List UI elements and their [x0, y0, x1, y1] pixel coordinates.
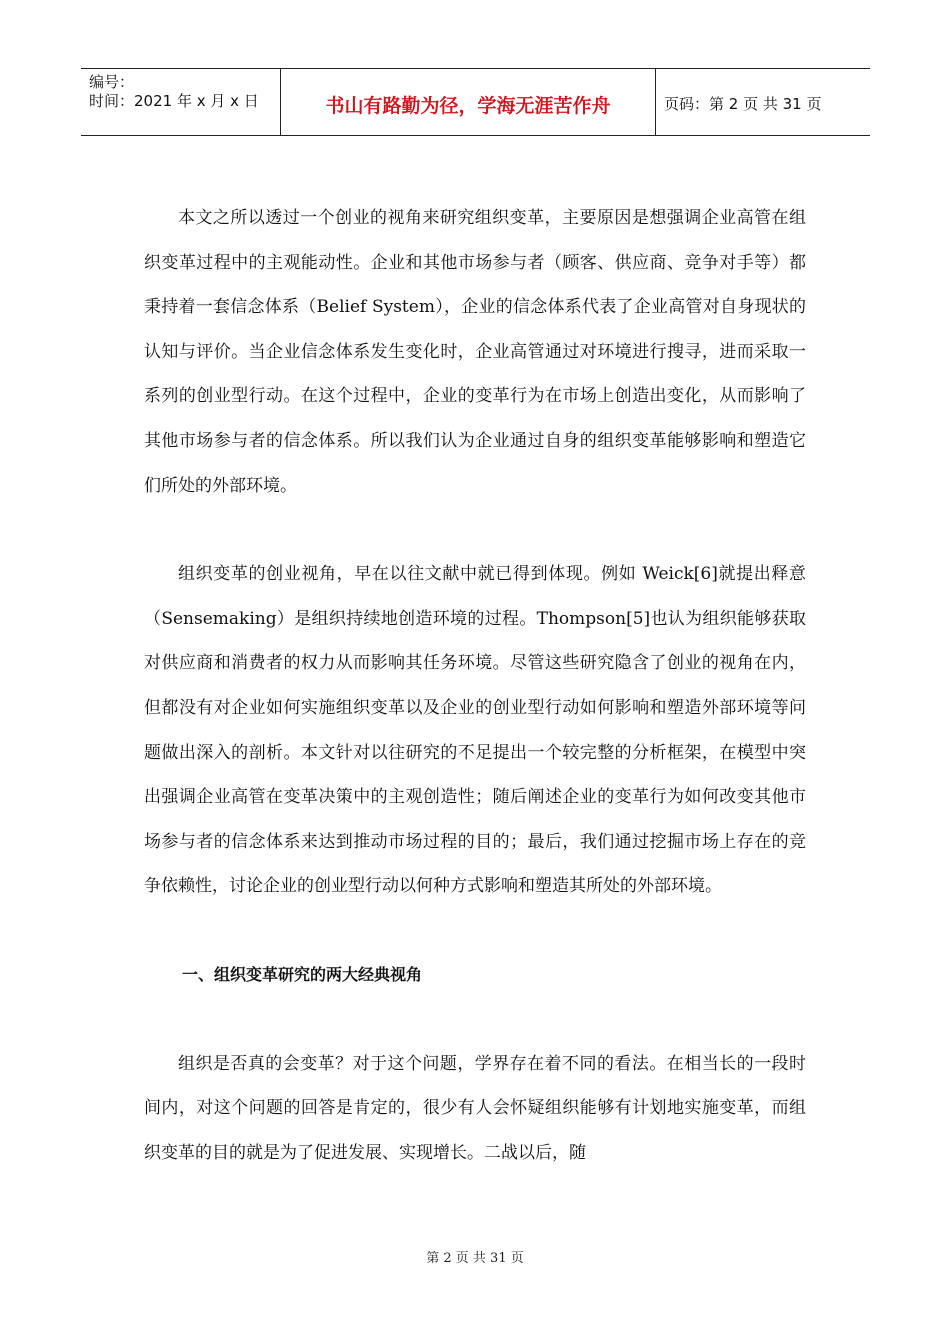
paragraph-1: 本文之所以透过一个创业的视角来研究组织变革，主要原因是想强调企业高管在组织变革过程中的主观能动性。企业和其他市场参与者（顾客、供应商、竞争对手等）都秉持着一套信念体系（Belief System），企业的信念体系代表了企业高管对自身现状的认知与评价。当企业信念体系发生变化时，企业高管通过对环境进行搜寻，进而采取一系列的创业型行动。在这个过程中，企业的变革行为在市场上创造出变化，从而影响了其他市场参与者的信念体系。所以我们认为企业通过自身的组织变革能够影响和塑造它们所处的外部环境。 — [144, 208, 806, 496]
page-footer: 第 2 页 共 31 页 — [426, 1251, 524, 1266]
document-body — [144, 196, 806, 1175]
header-meta-cell — [81, 69, 281, 135]
document-date-label: 时间：2021 年 x 月 x 日 — [89, 92, 259, 110]
document-number-label: 编号： — [89, 73, 135, 91]
section-heading: 一、组织变革研究的两大经典视角 — [182, 964, 423, 984]
header-motto: 书山有路勤为径，学海无涯苦作舟 — [281, 69, 656, 135]
paragraph-3: 组织是否真的会变革？对于这个问题，学界存在着不同的看法。在相当长的一段时间内，对这个问题的回答是肯定的，很少有人会怀疑组织能够有计划地实施变革，而组织变革的目的就是为了促进发展、实现增长。二战以后，随 — [144, 1053, 806, 1163]
paragraph-2: 组织变革的创业视角，早在以往文献中就已得到体现。例如 Weick[6]就提出释意（Sensemaking）是组织持续地创造环境的过程。Thompson[5]也认为组织能够获取对供应商和消费者的权力从而影响其任务环境。尽管这些研究隐含了创业的视角在内，但都没有对企业如何实施组织变革以及企业的创业型行动如何影响和塑造外部环境等问题做出深入的剖析。本文针对以往研究的不足提出一个较完整的分析框架，在模型中突出强调企业高管在变革决策中的主观创造性；随后阐述企业的变革行为如何改变其他市场参与者的信念体系来达到推动市场过程的目的；最后，我们通过挖掘市场上存在的竞争依赖性，讨论企业的创业型行动以何种方式影响和塑造其所处的外部环境。 — [144, 564, 806, 897]
document-header — [81, 68, 870, 136]
header-page-info: 页码：第 2 页 共 31 页 — [664, 94, 822, 113]
